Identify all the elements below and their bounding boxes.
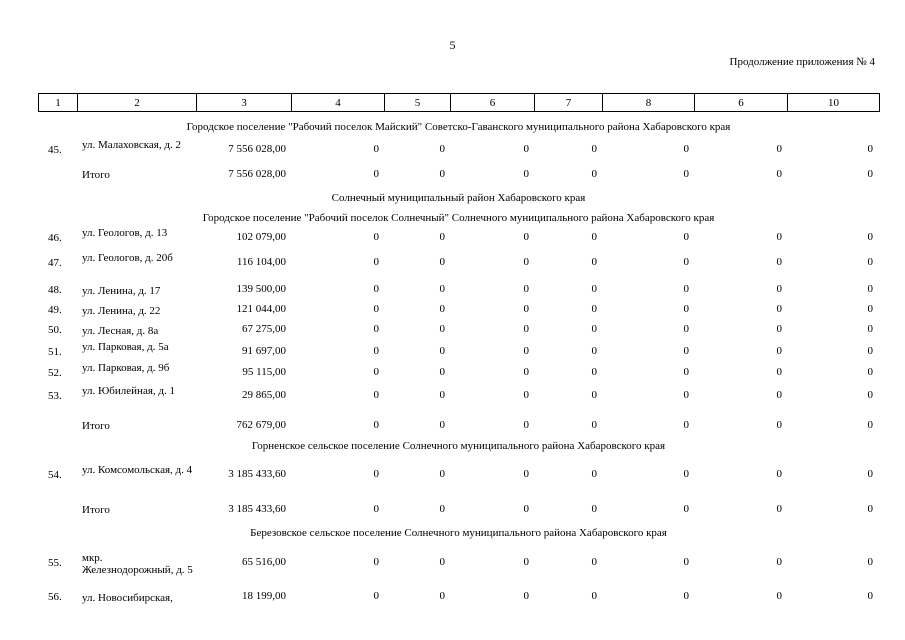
value-cell: 0 xyxy=(867,419,873,431)
value-cell: 0 xyxy=(591,323,597,335)
amount-cell: 762 679,00 xyxy=(236,419,286,431)
section-heading: Солнечный муниципальный район Хабаровского края xyxy=(331,192,586,204)
address-cell: ул. Ленина, д. 17 xyxy=(82,285,161,297)
address-cell: ул. Комсомольская, д. 4 xyxy=(82,464,193,476)
value-cell: 0 xyxy=(373,168,379,180)
value-cell: 0 xyxy=(591,419,597,431)
value-cell: 0 xyxy=(776,556,782,568)
value-cell: 0 xyxy=(523,389,529,401)
value-cell: 0 xyxy=(439,143,445,155)
value-cell: 0 xyxy=(867,283,873,295)
address-cell: ул. Лесная, д. 8а xyxy=(82,325,159,337)
value-cell: 0 xyxy=(683,345,689,357)
value-cell: 0 xyxy=(776,345,782,357)
value-cell: 0 xyxy=(373,419,379,431)
address-cell: ул. Новосибирская, xyxy=(82,592,173,604)
value-cell: 0 xyxy=(776,503,782,515)
amount-cell: 91 697,00 xyxy=(242,345,286,357)
value-cell: 0 xyxy=(591,345,597,357)
column-header: 3 xyxy=(197,94,292,112)
value-cell: 0 xyxy=(373,256,379,268)
value-cell: 0 xyxy=(523,256,529,268)
value-cell: 0 xyxy=(439,419,445,431)
column-header: 7 xyxy=(535,94,603,112)
amount-cell: 29 865,00 xyxy=(242,389,286,401)
value-cell: 0 xyxy=(439,389,445,401)
value-cell: 0 xyxy=(591,590,597,602)
value-cell: 0 xyxy=(523,468,529,480)
column-header: 6 xyxy=(695,94,788,112)
value-cell: 0 xyxy=(683,168,689,180)
value-cell: 0 xyxy=(683,323,689,335)
value-cell: 0 xyxy=(683,419,689,431)
value-cell: 0 xyxy=(867,503,873,515)
value-cell: 0 xyxy=(373,231,379,243)
value-cell: 0 xyxy=(867,231,873,243)
total-label: Итого xyxy=(82,420,110,432)
amount-cell: 121 044,00 xyxy=(236,303,286,315)
amount-cell: 102 079,00 xyxy=(236,231,286,243)
value-cell: 0 xyxy=(867,366,873,378)
value-cell: 0 xyxy=(683,556,689,568)
value-cell: 0 xyxy=(683,590,689,602)
value-cell: 0 xyxy=(523,366,529,378)
value-cell: 0 xyxy=(523,231,529,243)
value-cell: 0 xyxy=(867,389,873,401)
column-header: 8 xyxy=(603,94,695,112)
value-cell: 0 xyxy=(373,303,379,315)
address-cell: ул. Геологов, д. 13 xyxy=(82,227,168,239)
value-cell: 0 xyxy=(439,283,445,295)
value-cell: 0 xyxy=(373,503,379,515)
value-cell: 0 xyxy=(683,468,689,480)
value-cell: 0 xyxy=(439,345,445,357)
section-heading: Городское поселение "Рабочий поселок Майский" Советско-Гаванского муниципального района Хабаровского края xyxy=(186,121,731,133)
value-cell: 0 xyxy=(373,283,379,295)
value-cell: 0 xyxy=(523,283,529,295)
row-number: 53. xyxy=(48,390,62,402)
value-cell: 0 xyxy=(373,389,379,401)
column-header: 6 xyxy=(451,94,535,112)
column-header: 2 xyxy=(78,94,197,112)
value-cell: 0 xyxy=(523,556,529,568)
value-cell: 0 xyxy=(776,366,782,378)
value-cell: 0 xyxy=(683,303,689,315)
value-cell: 0 xyxy=(776,590,782,602)
amount-cell: 3 185 433,60 xyxy=(228,468,286,480)
table-body xyxy=(38,0,879,640)
value-cell: 0 xyxy=(373,345,379,357)
section-heading: Городское поселение "Рабочий поселок Солнечный" Солнечного муниципального района Хабаровского края xyxy=(202,212,715,224)
value-cell: 0 xyxy=(867,168,873,180)
column-header: 5 xyxy=(385,94,451,112)
row-number: 55. xyxy=(48,557,62,569)
total-label: Итого xyxy=(82,169,110,181)
value-cell: 0 xyxy=(867,256,873,268)
value-cell: 0 xyxy=(683,143,689,155)
row-number: 56. xyxy=(48,591,62,603)
value-cell: 0 xyxy=(373,366,379,378)
total-label: Итого xyxy=(82,504,110,516)
value-cell: 0 xyxy=(591,256,597,268)
amount-cell: 67 275,00 xyxy=(242,323,286,335)
value-cell: 0 xyxy=(591,556,597,568)
value-cell: 0 xyxy=(439,590,445,602)
value-cell: 0 xyxy=(591,503,597,515)
value-cell: 0 xyxy=(439,231,445,243)
value-cell: 0 xyxy=(776,303,782,315)
value-cell: 0 xyxy=(523,168,529,180)
value-cell: 0 xyxy=(591,168,597,180)
address-cell: ул. Парковая, д. 9б xyxy=(82,362,170,374)
address-cell: ул. Геологов, д. 20б xyxy=(82,252,173,264)
value-cell: 0 xyxy=(439,503,445,515)
column-header: 4 xyxy=(292,94,385,112)
value-cell: 0 xyxy=(591,283,597,295)
value-cell: 0 xyxy=(683,389,689,401)
amount-cell: 65 516,00 xyxy=(242,556,286,568)
row-number: 47. xyxy=(48,257,62,269)
value-cell: 0 xyxy=(776,256,782,268)
amount-cell: 18 199,00 xyxy=(242,590,286,602)
amount-cell: 95 115,00 xyxy=(242,366,286,378)
section-heading: Горненское сельское поселение Солнечного муниципального района Хабаровского края xyxy=(251,440,666,452)
value-cell: 0 xyxy=(523,419,529,431)
value-cell: 0 xyxy=(591,303,597,315)
value-cell: 0 xyxy=(867,143,873,155)
value-cell: 0 xyxy=(591,468,597,480)
value-cell: 0 xyxy=(373,556,379,568)
page-number: 5 xyxy=(449,38,456,52)
value-cell: 0 xyxy=(523,503,529,515)
value-cell: 0 xyxy=(591,231,597,243)
value-cell: 0 xyxy=(683,503,689,515)
value-cell: 0 xyxy=(867,590,873,602)
value-cell: 0 xyxy=(776,419,782,431)
value-cell: 0 xyxy=(683,283,689,295)
row-number: 49. xyxy=(48,304,62,316)
value-cell: 0 xyxy=(683,256,689,268)
value-cell: 0 xyxy=(776,143,782,155)
value-cell: 0 xyxy=(373,143,379,155)
row-number: 52. xyxy=(48,367,62,379)
address-cell: мкр. Железнодорожный, д. 5 xyxy=(82,552,193,576)
address-cell: ул. Юбилейная, д. 1 xyxy=(82,385,175,397)
amount-cell: 3 185 433,60 xyxy=(228,503,286,515)
address-cell: ул. Малаховская, д. 2 xyxy=(82,139,181,151)
value-cell: 0 xyxy=(867,345,873,357)
value-cell: 0 xyxy=(439,303,445,315)
value-cell: 0 xyxy=(373,323,379,335)
value-cell: 0 xyxy=(439,323,445,335)
address-cell: ул. Ленина, д. 22 xyxy=(82,305,161,317)
value-cell: 0 xyxy=(591,389,597,401)
amount-cell: 7 556 028,00 xyxy=(228,143,286,155)
row-number: 45. xyxy=(48,144,62,156)
value-cell: 0 xyxy=(523,323,529,335)
section-heading: Березовское сельское поселение Солнечного муниципального района Хабаровского края xyxy=(250,527,667,539)
row-number: 51. xyxy=(48,346,62,358)
row-number: 54. xyxy=(48,469,62,481)
value-cell: 0 xyxy=(591,366,597,378)
appendix-continuation-title: Продолжение приложения № 4 xyxy=(729,56,875,68)
value-cell: 0 xyxy=(439,366,445,378)
value-cell: 0 xyxy=(867,468,873,480)
value-cell: 0 xyxy=(776,231,782,243)
amount-cell: 116 104,00 xyxy=(236,256,286,268)
value-cell: 0 xyxy=(591,143,597,155)
value-cell: 0 xyxy=(373,590,379,602)
value-cell: 0 xyxy=(776,283,782,295)
value-cell: 0 xyxy=(776,323,782,335)
address-cell: ул. Парковая, д. 5а xyxy=(82,341,169,353)
column-header: 1 xyxy=(39,94,78,112)
row-number: 50. xyxy=(48,324,62,336)
value-cell: 0 xyxy=(683,231,689,243)
amount-cell: 7 556 028,00 xyxy=(228,168,286,180)
value-cell: 0 xyxy=(439,256,445,268)
value-cell: 0 xyxy=(373,468,379,480)
value-cell: 0 xyxy=(867,556,873,568)
value-cell: 0 xyxy=(523,590,529,602)
value-cell: 0 xyxy=(867,323,873,335)
value-cell: 0 xyxy=(776,389,782,401)
column-header: 10 xyxy=(788,94,880,112)
value-cell: 0 xyxy=(776,168,782,180)
value-cell: 0 xyxy=(523,143,529,155)
amount-cell: 139 500,00 xyxy=(236,283,286,295)
value-cell: 0 xyxy=(439,556,445,568)
value-cell: 0 xyxy=(776,468,782,480)
row-number: 48. xyxy=(48,284,62,296)
value-cell: 0 xyxy=(523,303,529,315)
row-number: 46. xyxy=(48,232,62,244)
value-cell: 0 xyxy=(683,366,689,378)
value-cell: 0 xyxy=(867,303,873,315)
value-cell: 0 xyxy=(523,345,529,357)
value-cell: 0 xyxy=(439,168,445,180)
value-cell: 0 xyxy=(439,468,445,480)
